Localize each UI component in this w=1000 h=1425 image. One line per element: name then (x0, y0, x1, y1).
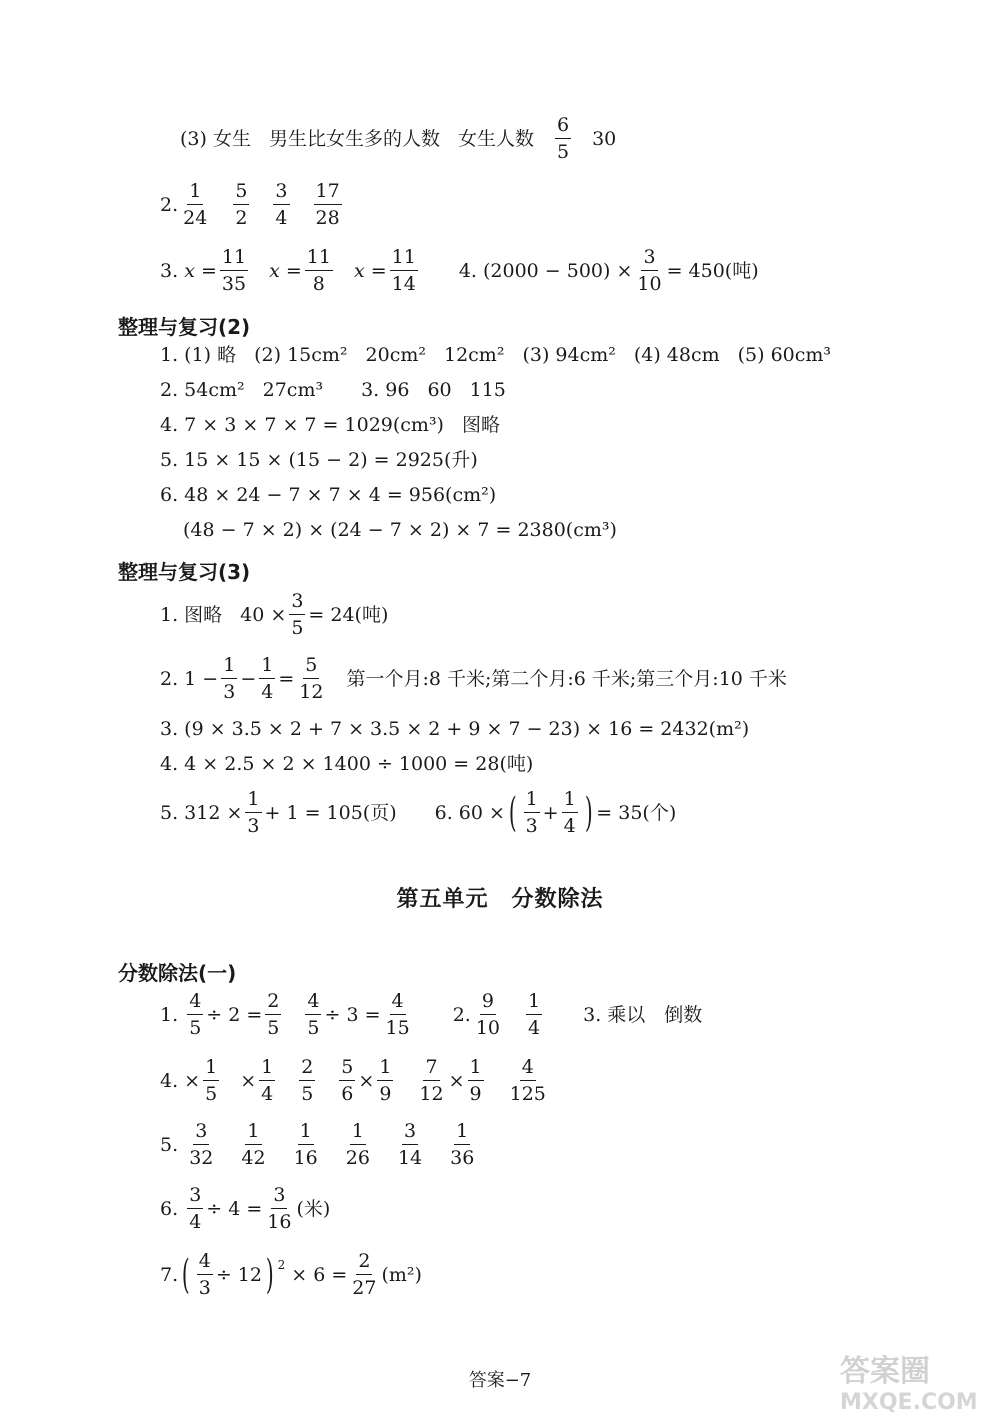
numerator: 1 (245, 1122, 261, 1145)
text: 1. (1) 略 (160, 344, 237, 366)
text: × 6 = (291, 1263, 348, 1286)
text: ÷ 12 (215, 1263, 262, 1286)
text: 6. (160, 1197, 179, 1220)
denominator: 6 (341, 1083, 354, 1105)
right-paren: ) (265, 1252, 274, 1298)
fraction (233, 182, 249, 228)
text: 第一个月:8 千米;第二个月:6 千米;第三个月:10 千米 (346, 667, 787, 690)
fraction (396, 1122, 424, 1168)
answer-line (160, 790, 676, 836)
denominator: 26 (345, 1147, 370, 1169)
text: + (542, 801, 559, 824)
text: x = (353, 259, 387, 282)
numerator: 17 (314, 182, 342, 205)
numerator: 3 (271, 1186, 287, 1209)
text: 4. (2000 − 500) × (458, 259, 633, 282)
text: 20cm² (365, 344, 426, 366)
answer-line (160, 416, 500, 435)
denominator: 9 (379, 1083, 392, 1105)
section-title-fraction-division-1: 分数除法(一) (118, 961, 237, 985)
fraction (384, 992, 412, 1038)
denominator: 12 (419, 1083, 444, 1105)
numerator: 6 (555, 116, 571, 139)
fraction (265, 1186, 293, 1232)
numerator: 1 (221, 656, 237, 679)
text: x = (269, 259, 302, 282)
numerator: 1 (259, 656, 275, 679)
text: 2. (160, 193, 179, 216)
fraction (417, 1058, 445, 1104)
denominator: 4 (528, 1017, 541, 1039)
answer-line (160, 451, 478, 470)
text: 1. (160, 1003, 179, 1026)
answer-line-q3b (160, 248, 759, 294)
answer-line (160, 486, 496, 505)
fraction (305, 992, 321, 1038)
denominator: 12 (299, 681, 324, 703)
answer-line (160, 346, 831, 365)
fraction (635, 248, 663, 294)
text: 男生比女生多的人数 (268, 127, 440, 150)
fraction (273, 182, 289, 228)
numerator: 4 (197, 1252, 213, 1275)
denominator: 16 (267, 1211, 292, 1233)
numerator: 3 (402, 1122, 418, 1145)
numerator: 2 (356, 1252, 372, 1275)
numerator: 11 (390, 248, 418, 271)
fraction (350, 1252, 378, 1298)
denominator: 4 (275, 207, 288, 229)
fraction (508, 1058, 548, 1104)
numerator: 2 (299, 1058, 315, 1081)
denominator: 5 (291, 617, 304, 639)
text: (3) 女生 (180, 127, 251, 150)
fraction (562, 790, 578, 836)
text: 3. (9 × 3.5 × 2 + 7 × 3.5 × 2 + 9 × 7 − 23) × 16 = 2432(m²) (160, 718, 750, 740)
fraction (259, 1058, 275, 1104)
denominator: 4 (563, 815, 576, 837)
denominator: 5 (189, 1017, 202, 1039)
text: x = (184, 259, 217, 282)
denominator: 2 (235, 207, 248, 229)
text: 4. 7 × 3 × 7 × 7 = 1029(cm³) (160, 414, 444, 436)
denominator: 5 (205, 1083, 218, 1105)
answer-line-q2 (160, 182, 345, 228)
right-paren: ) (584, 790, 593, 836)
text: 4. × (160, 1069, 201, 1092)
answer-line (160, 1058, 551, 1104)
fraction (314, 182, 342, 228)
text: 40 × (240, 603, 287, 626)
text: 27cm³ (262, 379, 324, 401)
numerator: 5 (303, 656, 319, 679)
text: ÷ 4 = (206, 1197, 263, 1220)
fraction (265, 992, 281, 1038)
section-title-review-3: 整理与复习(3) (118, 560, 251, 584)
text: = (278, 667, 295, 690)
text: = 24(吨) (308, 603, 389, 626)
denominator: 3 (247, 815, 260, 837)
numerator: 4 (520, 1058, 536, 1081)
denominator: 3 (525, 815, 538, 837)
numerator: 3 (273, 182, 289, 205)
text: (米) (296, 1197, 331, 1220)
text: (m²) (381, 1263, 422, 1286)
text: 30 (592, 127, 617, 150)
denominator: 28 (315, 207, 340, 229)
fraction (305, 248, 333, 294)
section-title-review-2: 整理与复习(2) (118, 315, 251, 339)
text: 12cm² (443, 344, 505, 366)
fraction (299, 1058, 315, 1104)
denominator: 35 (221, 273, 247, 295)
text: + 1 = 105(页) (264, 801, 397, 824)
answer-line (160, 1252, 422, 1298)
fraction (390, 248, 418, 294)
fraction (197, 1252, 213, 1298)
fraction (289, 592, 305, 638)
fraction (524, 790, 540, 836)
fraction (297, 656, 325, 702)
denominator: 36 (450, 1147, 475, 1169)
text: = 450(吨) (666, 259, 759, 282)
text: 6. 60 × (434, 801, 505, 824)
answer-line (160, 592, 388, 638)
numerator: 4 (390, 992, 406, 1015)
numerator: 1 (350, 1122, 366, 1145)
numerator: 1 (259, 1058, 275, 1081)
text: 5. 15 × 15 × (15 − 2) = 2925(升) (160, 449, 478, 471)
text: × (240, 1069, 257, 1092)
text: × (358, 1069, 375, 1092)
text: (48 − 7 × 2) × (24 − 7 × 2) × 7 = 2380(cm³) (183, 519, 617, 541)
text: ÷ 3 = (324, 1003, 381, 1026)
text: 1. 图略 (160, 603, 223, 626)
text: 2. 54cm² (160, 379, 245, 401)
fraction (344, 1122, 372, 1168)
fraction (292, 1122, 320, 1168)
denominator: 14 (397, 1147, 423, 1169)
denominator: 27 (352, 1277, 377, 1299)
answer-line (160, 381, 506, 400)
left-paren: ( (508, 790, 517, 836)
denominator: 4 (261, 1083, 274, 1105)
fraction (468, 1058, 484, 1104)
text: 7. (160, 1263, 179, 1286)
denominator: 10 (637, 273, 662, 295)
denominator: 24 (183, 207, 208, 229)
text: − (240, 667, 257, 690)
text: 115 (469, 379, 506, 401)
numerator: 3 (187, 1186, 203, 1209)
denominator: 9 (469, 1083, 482, 1105)
fraction (448, 1122, 476, 1168)
left-paren: ( (182, 1252, 190, 1298)
fraction (377, 1058, 393, 1104)
numerator: 1 (454, 1122, 470, 1145)
superscript: 2 (277, 1258, 286, 1272)
denominator: 4 (189, 1211, 202, 1233)
text: 女生人数 (457, 127, 534, 150)
denominator: 15 (385, 1017, 410, 1039)
numerator: 5 (339, 1058, 355, 1081)
fraction (187, 1186, 203, 1232)
numerator: 1 (524, 790, 540, 813)
numerator: 1 (203, 1058, 219, 1081)
watermark-text: 答案圈 (840, 1354, 930, 1389)
numerator: 3 (193, 1122, 209, 1145)
fraction (259, 656, 275, 702)
numerator: 9 (480, 992, 496, 1015)
answer-line (183, 521, 617, 540)
denominator: 5 (557, 141, 570, 163)
fraction (245, 790, 261, 836)
text: 3. 乘以 倒数 (583, 1003, 703, 1026)
fraction (474, 992, 502, 1038)
text: (3) 94cm² (522, 344, 616, 366)
text: 4. 4 × 2.5 × 2 × 1400 ÷ 1000 = 28(吨) (160, 753, 534, 775)
fraction (181, 182, 209, 228)
answer-line (160, 1122, 479, 1168)
fraction (339, 1058, 355, 1104)
numerator: 4 (187, 992, 203, 1015)
text: 图略 (461, 414, 500, 436)
answer-line (160, 992, 702, 1038)
numerator: 1 (187, 182, 203, 205)
fraction (203, 1058, 219, 1104)
denominator: 3 (223, 681, 236, 703)
fraction (187, 992, 203, 1038)
text: = 35(个) (596, 801, 677, 824)
answer-line-q3 (180, 116, 616, 162)
watermark-url: MXQE.COM (840, 1390, 978, 1415)
answer-line (160, 1186, 330, 1232)
numerator: 4 (305, 992, 321, 1015)
answer-line (160, 656, 787, 702)
numerator: 1 (562, 790, 578, 813)
denominator: 5 (307, 1017, 320, 1039)
text: 3. 96 (361, 379, 410, 401)
fraction (239, 1122, 267, 1168)
denominator: 5 (301, 1083, 314, 1105)
text: 60 (427, 379, 452, 401)
numerator: 1 (468, 1058, 484, 1081)
text: (5) 60cm³ (737, 344, 832, 366)
numerator: 1 (298, 1122, 314, 1145)
numerator: 7 (423, 1058, 439, 1081)
denominator: 5 (267, 1017, 280, 1039)
fraction (221, 656, 237, 702)
answer-line (160, 755, 533, 774)
numerator: 5 (233, 182, 249, 205)
text: (2) 15cm² (254, 344, 348, 366)
text: (4) 48cm (633, 344, 720, 366)
numerator: 3 (641, 248, 657, 271)
denominator: 16 (293, 1147, 318, 1169)
numerator: 11 (305, 248, 333, 271)
denominator: 32 (189, 1147, 214, 1169)
text: 5. 312 × (160, 801, 243, 824)
numerator: 3 (289, 592, 305, 615)
text: 6. 48 × 24 − 7 × 7 × 4 = 956(cm²) (160, 484, 497, 506)
page-number: 答案−7 (468, 1370, 532, 1391)
text: 2. 1 − (160, 667, 219, 690)
denominator: 10 (475, 1017, 501, 1039)
text: × (448, 1069, 465, 1092)
text: 3. (160, 259, 179, 282)
text: ÷ 2 = (206, 1003, 263, 1026)
denominator: 125 (509, 1083, 546, 1105)
answer-line (160, 720, 749, 739)
denominator: 8 (312, 273, 325, 295)
unit-title: 第五单元 分数除法 (396, 887, 604, 912)
numerator: 11 (220, 248, 248, 271)
fraction (187, 1122, 215, 1168)
fraction (220, 248, 248, 294)
numerator: 1 (526, 992, 542, 1015)
text: 2. (452, 1003, 471, 1026)
fraction (555, 116, 571, 162)
text: 5. (160, 1133, 179, 1156)
denominator: 14 (391, 273, 416, 295)
denominator: 42 (241, 1147, 266, 1169)
watermark-logo (832, 1347, 982, 1417)
fraction (526, 992, 542, 1038)
numerator: 2 (265, 992, 281, 1015)
numerator: 1 (377, 1058, 393, 1081)
numerator: 1 (245, 790, 261, 813)
denominator: 4 (261, 681, 274, 703)
denominator: 3 (198, 1277, 211, 1299)
